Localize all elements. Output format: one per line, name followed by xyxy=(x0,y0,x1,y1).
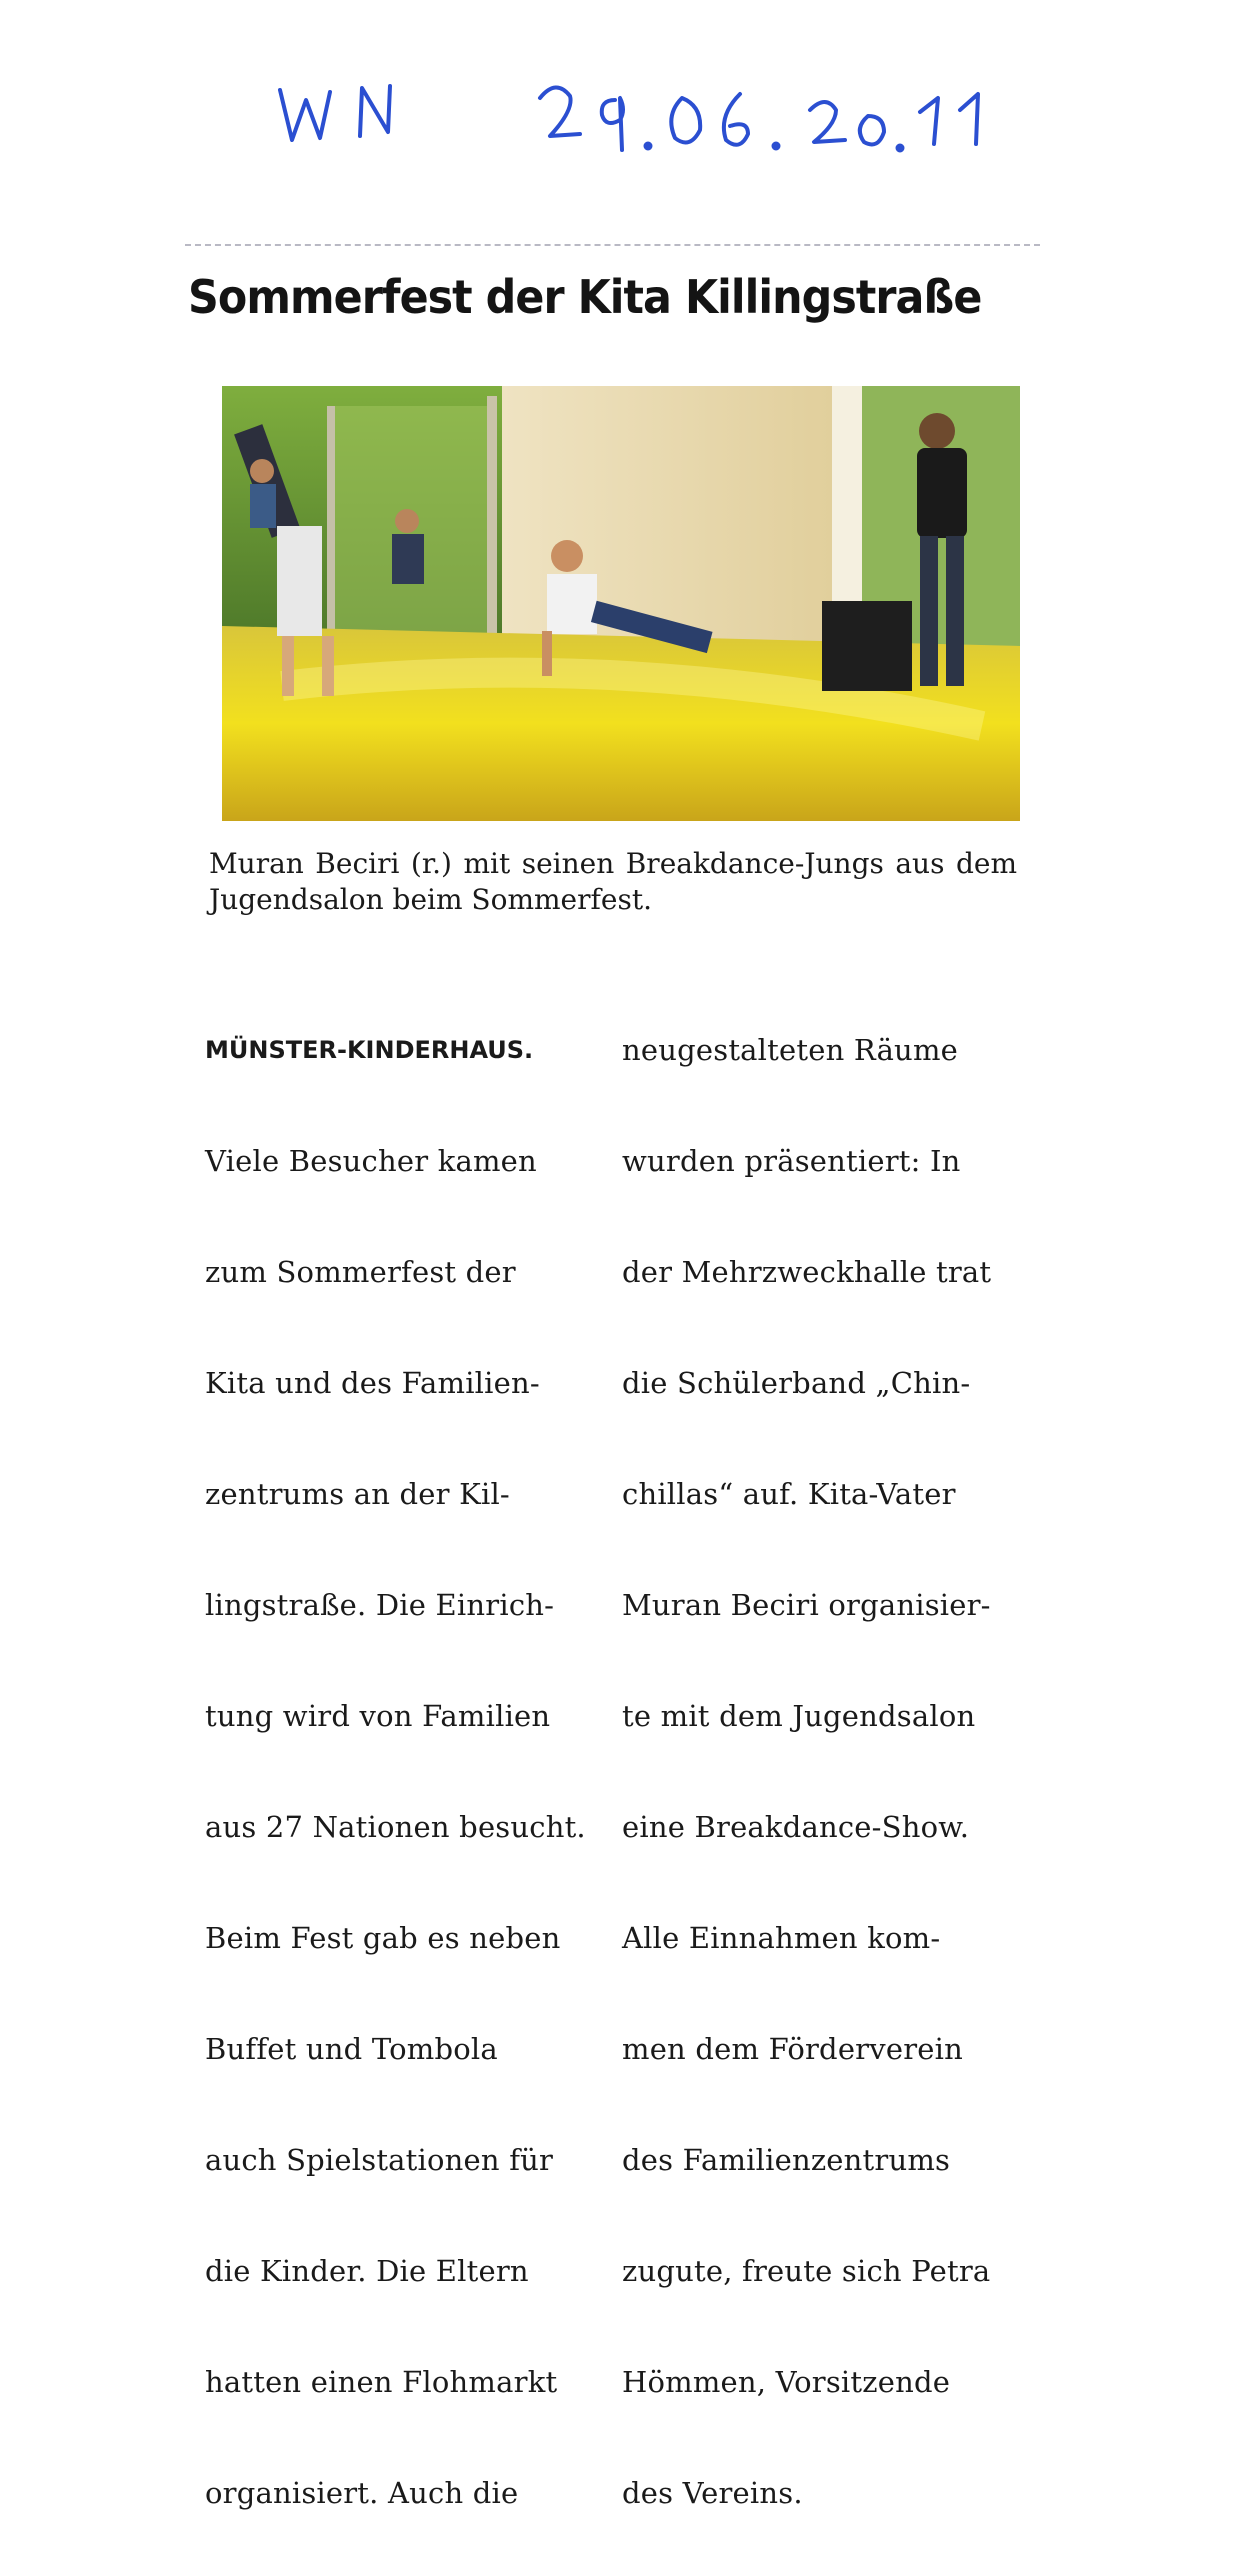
article-photo xyxy=(222,386,1020,821)
text-line: te mit dem Jugendsalon xyxy=(622,1699,976,1733)
text-line: zum Sommerfest der xyxy=(205,1255,516,1289)
text-line: organisiert. Auch die xyxy=(205,2476,519,2510)
text-line: auch Spielstationen für xyxy=(205,2143,554,2177)
headline: Sommerfest der Kita Killingstraße xyxy=(188,270,982,324)
text-line: der Mehrzweckhalle trat xyxy=(622,1255,992,1289)
text-line: lingstraße. Die Einrich- xyxy=(205,1588,555,1622)
text-line: Viele Besucher kamen xyxy=(205,1144,537,1178)
text-line: zugute, freute sich Petra xyxy=(622,2254,991,2288)
text-line: men dem Förderverein xyxy=(622,2032,963,2066)
photo-caption: Muran Beciri (r.) mit seinen Breakdance-Jungs aus dem Jugendsalon beim Sommerfest. xyxy=(209,847,1017,916)
article-column-1 xyxy=(205,958,586,2549)
text-line: Muran Beciri organisier- xyxy=(622,1588,991,1622)
handwriting-icon xyxy=(270,70,1030,180)
text-line: chillas“ auf. Kita-Vater xyxy=(622,1477,956,1511)
text-line: Alle Einnahmen kom- xyxy=(622,1921,941,1955)
article-column-2 xyxy=(622,958,991,2549)
text-line: Buffet und Tombola xyxy=(205,2032,498,2066)
handwritten-annotation xyxy=(270,70,1030,180)
text-line: neugestalteten Räume xyxy=(622,1033,958,1067)
text-line: Beim Fest gab es neben xyxy=(205,1921,561,1955)
text-line: die Kinder. Die Eltern xyxy=(205,2254,529,2288)
breakdance-photo-icon xyxy=(222,386,1020,821)
text-line: wurden präsentiert: In xyxy=(622,1144,961,1178)
text-line: des Vereins. xyxy=(622,2476,803,2510)
text-line: des Familienzentrums xyxy=(622,2143,951,2177)
text-line: die Schülerband „Chin- xyxy=(622,1366,971,1400)
text-line: eine Breakdance-Show. xyxy=(622,1810,970,1844)
text-line: tung wird von Familien xyxy=(205,1699,551,1733)
text-line: Hömmen, Vorsitzende xyxy=(622,2365,951,2399)
separator-rule xyxy=(185,244,1040,246)
text-line: zentrums an der Kil- xyxy=(205,1477,510,1511)
text-line: Kita und des Familien- xyxy=(205,1366,540,1400)
dateline: MÜNSTER-KINDERHAUS. xyxy=(205,1036,534,1064)
text-line: aus 27 Nationen besucht. xyxy=(205,1810,586,1844)
text-line: hatten einen Flohmarkt xyxy=(205,2365,558,2399)
